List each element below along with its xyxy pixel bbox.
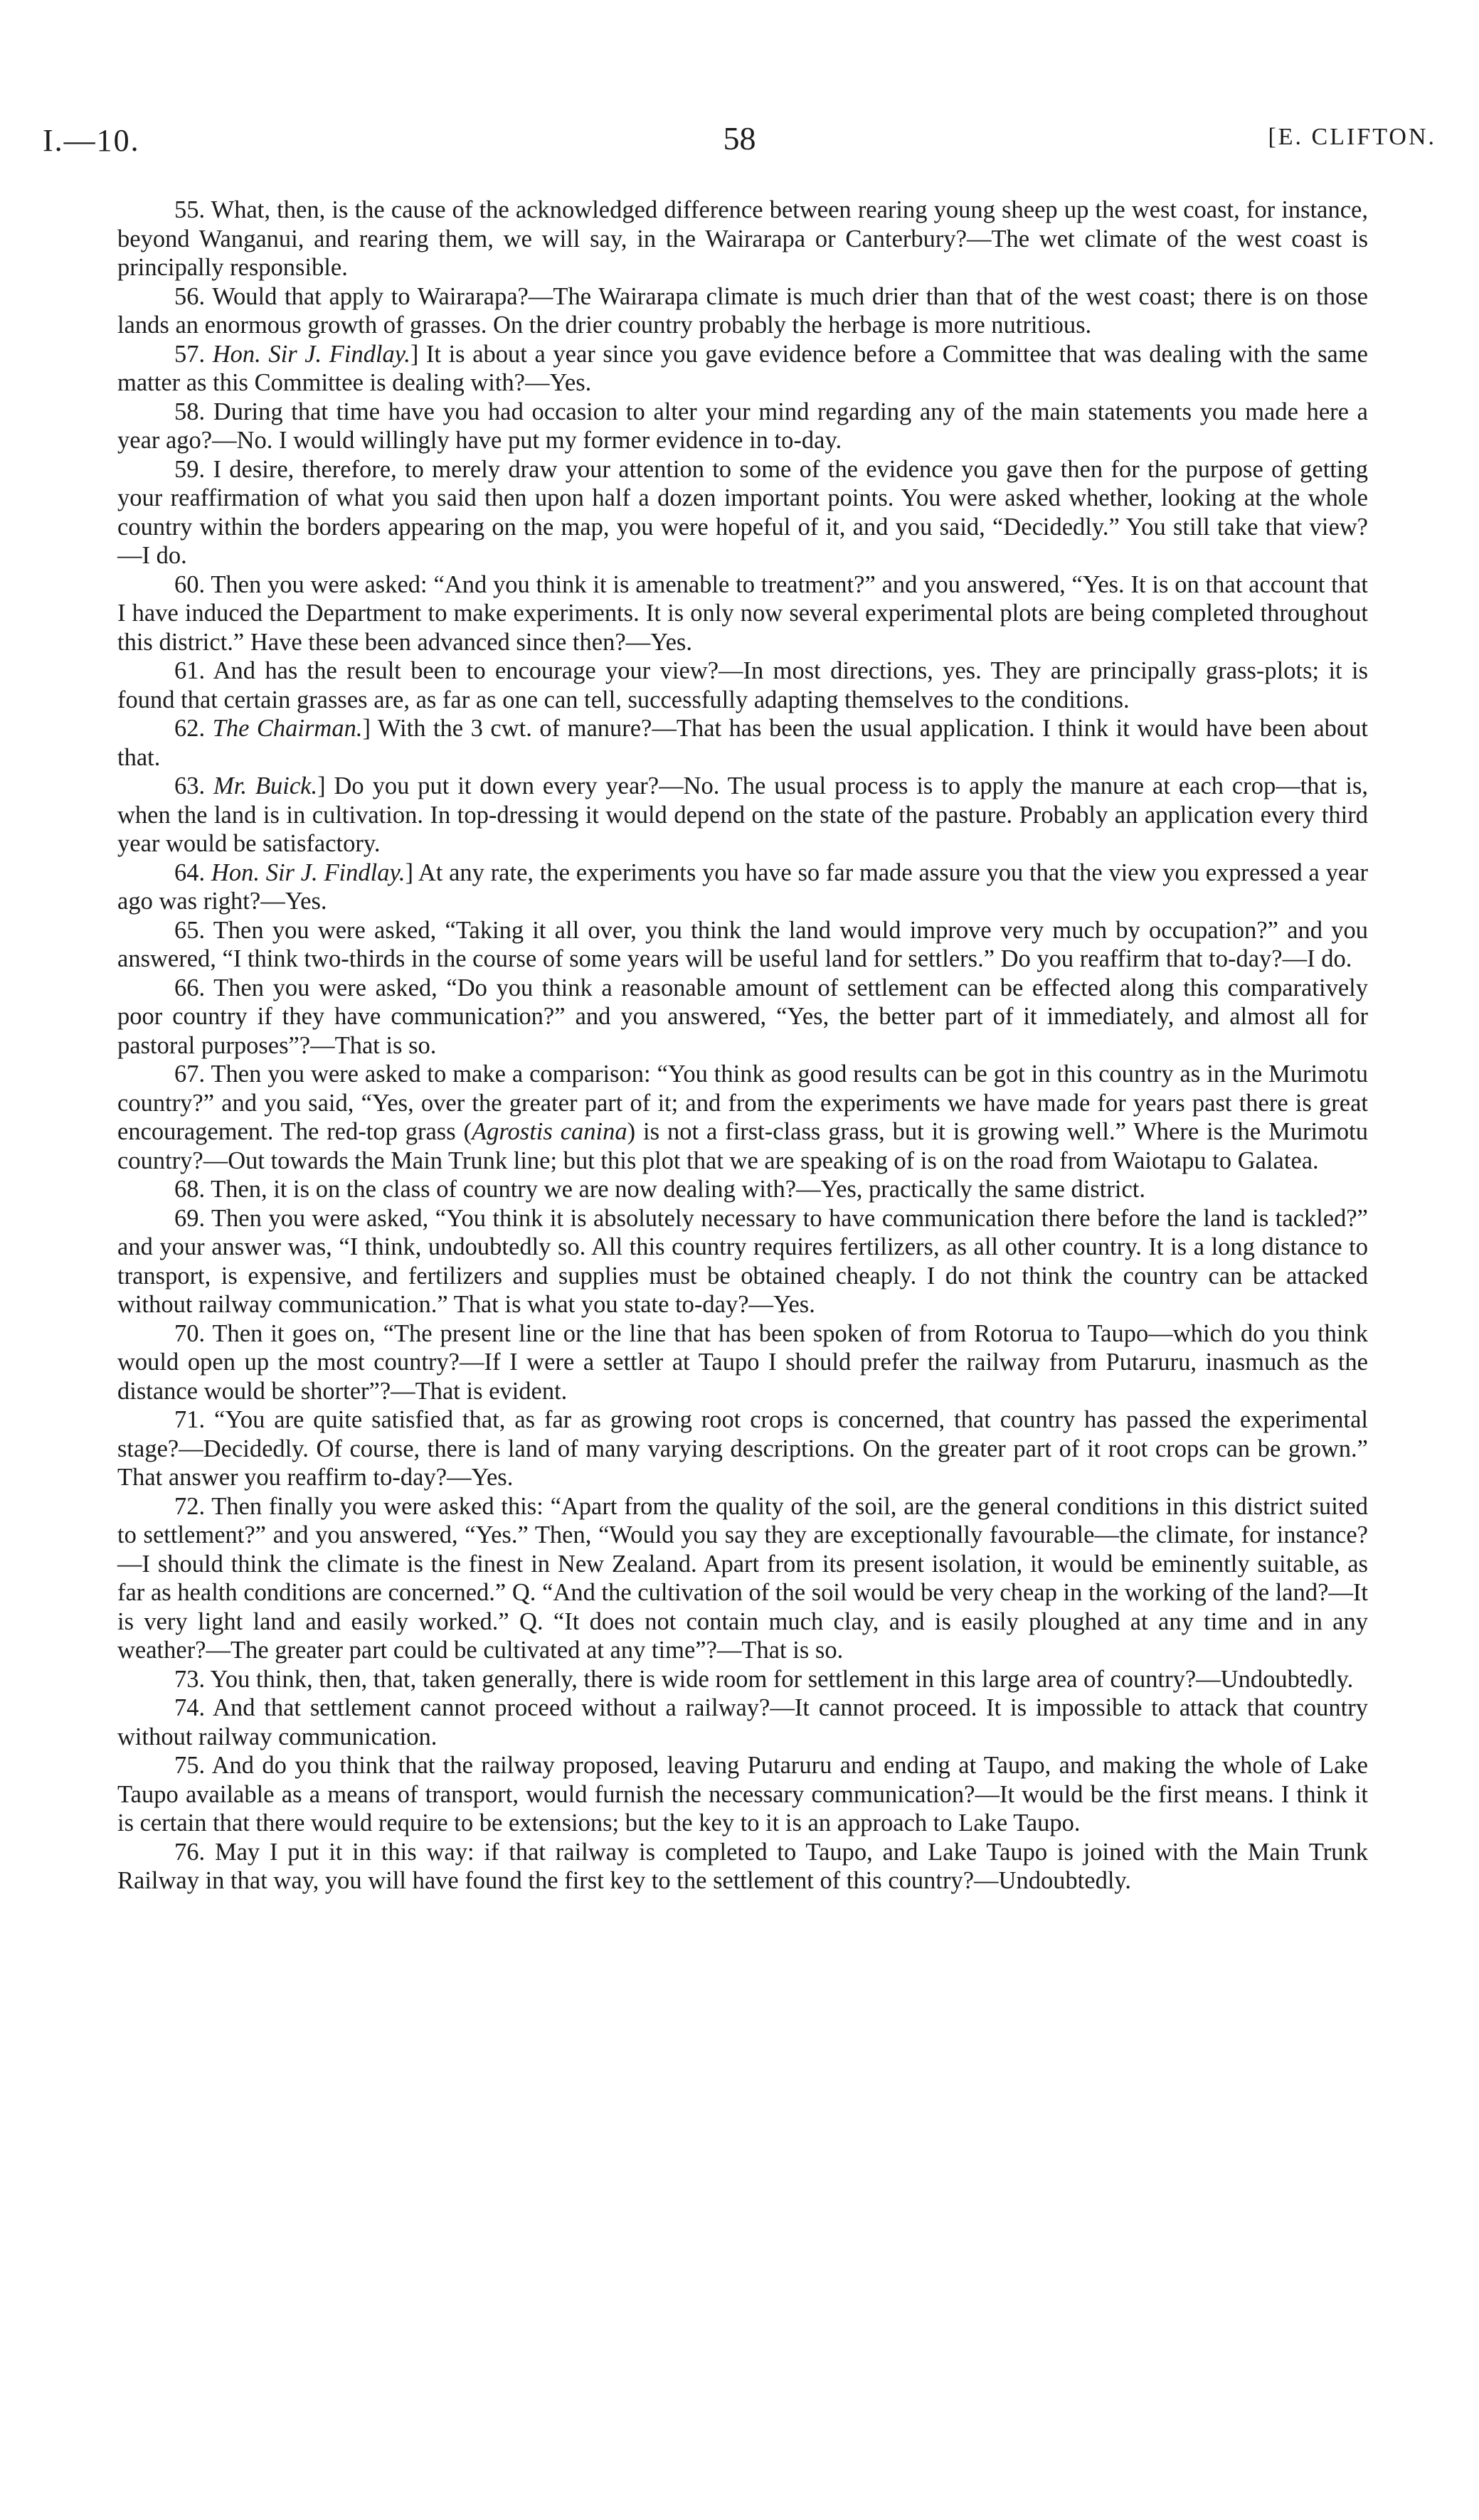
paragraph-55: 55. What, then, is the cause of the acknowledged difference between rearing young sheep up the west coast, for instance, beyond Wanganui, and rearing them, we will say, in the Wairarapa or Canterbury?—The wet climate of the west coast is principally responsible. — [117, 196, 1368, 281]
paragraph-62: 62. The Chairman.] With the 3 cwt. of manure?—That has been the usual application. I think it would have been about that. — [117, 715, 1368, 771]
speaker-name: The Chairman. — [212, 715, 363, 742]
paragraph-69: 69. Then you were asked, “You think it is absolutely necessary to have communication there before the land is tackled?” and your answer was, “I think, undoubtedly so. All this country requires fertilizers, as all other country. It is a long distance to transport, is expensive, and fertilizers and supplies must be obtained cheaply. I do not think the country can be attacked without railway communication.” That is what you state to-day?—Yes. — [117, 1204, 1368, 1318]
paragraph-59: 59. I desire, therefore, to merely draw your attention to some of the evidence you gave then for the purpose of getting your reaffirmation of what you said then upon half a dozen important points. You were asked whether, looking at the whole country within the borders appearing on the map, you were hopeful of it, and you said, “Decidedly.” You still take that view?—I do. — [117, 455, 1368, 569]
paragraph-66: 66. Then you were asked, “Do you think a reasonable amount of settlement can be effected along this comparatively poor country if they have communication?” and you answered, “Yes, the better part of it immediately, and almost all for pastoral purposes”?—That is so. — [117, 974, 1368, 1059]
witness-name: [E. CLIFTON. — [1268, 124, 1436, 150]
paragraph-67: 67. Then you were asked to make a comparison: “You think as good results can be got in this country as in the Murimotu country?” and you said, “Yes, over the greater part of it; and from the experiments we have made for years past there is great encouragement. The red-top grass (Agrostis canina) is not a first-class grass, but it is growing well.” Where is the Murimotu country?—Out towards the Main Trunk line; but this plot that we are speaking of is on the road from Waiotapu to Galatea. — [117, 1060, 1369, 1174]
paragraph-70: 70. Then it goes on, “The present line or the line that has been spoken of from Rotorua to Taupo—which do you think would open up the most country?—If I were a settler at Taupo I should prefer the railway from Putaruru, inasmuch as the distance would be shorter”?—That is evident. — [117, 1319, 1368, 1405]
paragraph-56: 56. Would that apply to Wairarapa?—The Wairarapa climate is much drier than that of the west coast; there is on those lands an enormous growth of grasses. On the drier country probably the herbage is more nutritious. — [117, 282, 1368, 339]
paragraph-61: 61. And has the result been to encourage your view?—In most directions, yes. They are principally grass-plots; it is found that certain grasses are, as far as one can tell, successfully adapting themselves to the conditions. — [117, 657, 1368, 713]
paragraph-64: 64. Hon. Sir J. Findlay.] At any rate, the experiments you have so far made assure you that the view you expressed a year ago was right?—Yes. — [117, 858, 1368, 915]
paragraph-76: 76. May I put it in this way: if that railway is completed to Taupo, and Lake Taupo is joined with the Main Trunk Railway in that way, you will have found the first key to the settlement of this country?—Undoubtedly. — [117, 1838, 1368, 1894]
parliamentary-paper-reference: I.—10. — [43, 123, 140, 158]
paragraph-74: 74. And that settlement cannot proceed without a railway?—It cannot proceed. It is impossible to attack that country without railway communication. — [117, 1694, 1368, 1750]
speaker-name: Hon. Sir J. Findlay. — [212, 340, 410, 368]
page-number: 58 — [723, 120, 756, 156]
paragraph-73: 73. You think, then, that, taken generally, there is wide room for settlement in this large area of country?—Undoubtedly. — [174, 1665, 1354, 1693]
evidence-text — [117, 196, 1368, 1896]
paragraph-65: 65. Then you were asked, “Taking it all over, you think the land would improve very much by occupation?” and you answered, “I think two-thirds in the course of some years will be useful land for settlers.” Do you reaffirm that to-day?—I do. — [117, 916, 1368, 972]
paragraph-75: 75. And do you think that the railway proposed, leaving Putaruru and ending at Taupo, and making the whole of Lake Taupo available as a means of transport, would furnish the necessary communication?—It would be the first means. I think it is certain that there would require to be extensions; but the key to it is an approach to Lake Taupo. — [117, 1752, 1368, 1836]
paragraph-71: 71. “You are quite satisfied that, as far as growing root crops is concerned, that country has passed the experimental stage?—Decidedly. Of course, there is land of many varying descriptions. On the greater part of it root crops can be grown.” That answer you reaffirm to-day?—Yes. — [117, 1406, 1368, 1491]
botanical-name: Agrostis canina — [472, 1118, 627, 1145]
paragraph-58: 58. During that time have you had occasion to alter your mind regarding any of the main statements you made here a year ago?—No. I would willingly have put my former evidence in to-day. — [117, 398, 1368, 454]
page-header — [43, 107, 1436, 164]
paragraph-68: 68. Then, it is on the class of country we are now dealing with?—Yes, practically the same district. — [174, 1176, 1145, 1203]
paragraph-72: 72. Then finally you were asked this: “Apart from the quality of the soil, are the general conditions in this district suited to settlement?” and you answered, “Yes.” Then, “Would you say they are exceptionally favourable—the climate, for instance?—I should think the climate is the finest in New Zealand. Apart from its present isolation, it would be eminently suitable, as far as health conditions are concerned.” Q. “And the cultivation of the soil would be very cheap in the working of the land?—It is very light land and easily worked.” Q. “It does not contain much clay, and is easily ploughed at any time and in any weather?—The greater part could be cultivated at any time”?—That is so. — [117, 1492, 1368, 1664]
paragraph-57: 57. Hon. Sir J. Findlay.] It is about a year since you gave evidence before a Committee that was dealing with the same matter as this Committee is dealing with?—Yes. — [117, 340, 1368, 396]
speaker-name: Hon. Sir J. Findlay. — [211, 858, 405, 886]
paragraph-63: 63. Mr. Buick.] Do you put it down every year?—No. The usual process is to apply the manure at each crop—that is, when the land is in cultivation. In top-dressing it would depend on the state of the pasture. Probably an application every third year would be satisfactory. — [117, 772, 1368, 857]
paragraph-60: 60. Then you were asked: “And you think it is amenable to treatment?” and you answered, “Yes. It is on that account that I have induced the Department to make experiments. It is only now several experimental plots are being completed throughout this district.” Have these been advanced since then?—Yes. — [117, 570, 1368, 656]
speaker-name: Mr. Buick. — [213, 772, 318, 799]
